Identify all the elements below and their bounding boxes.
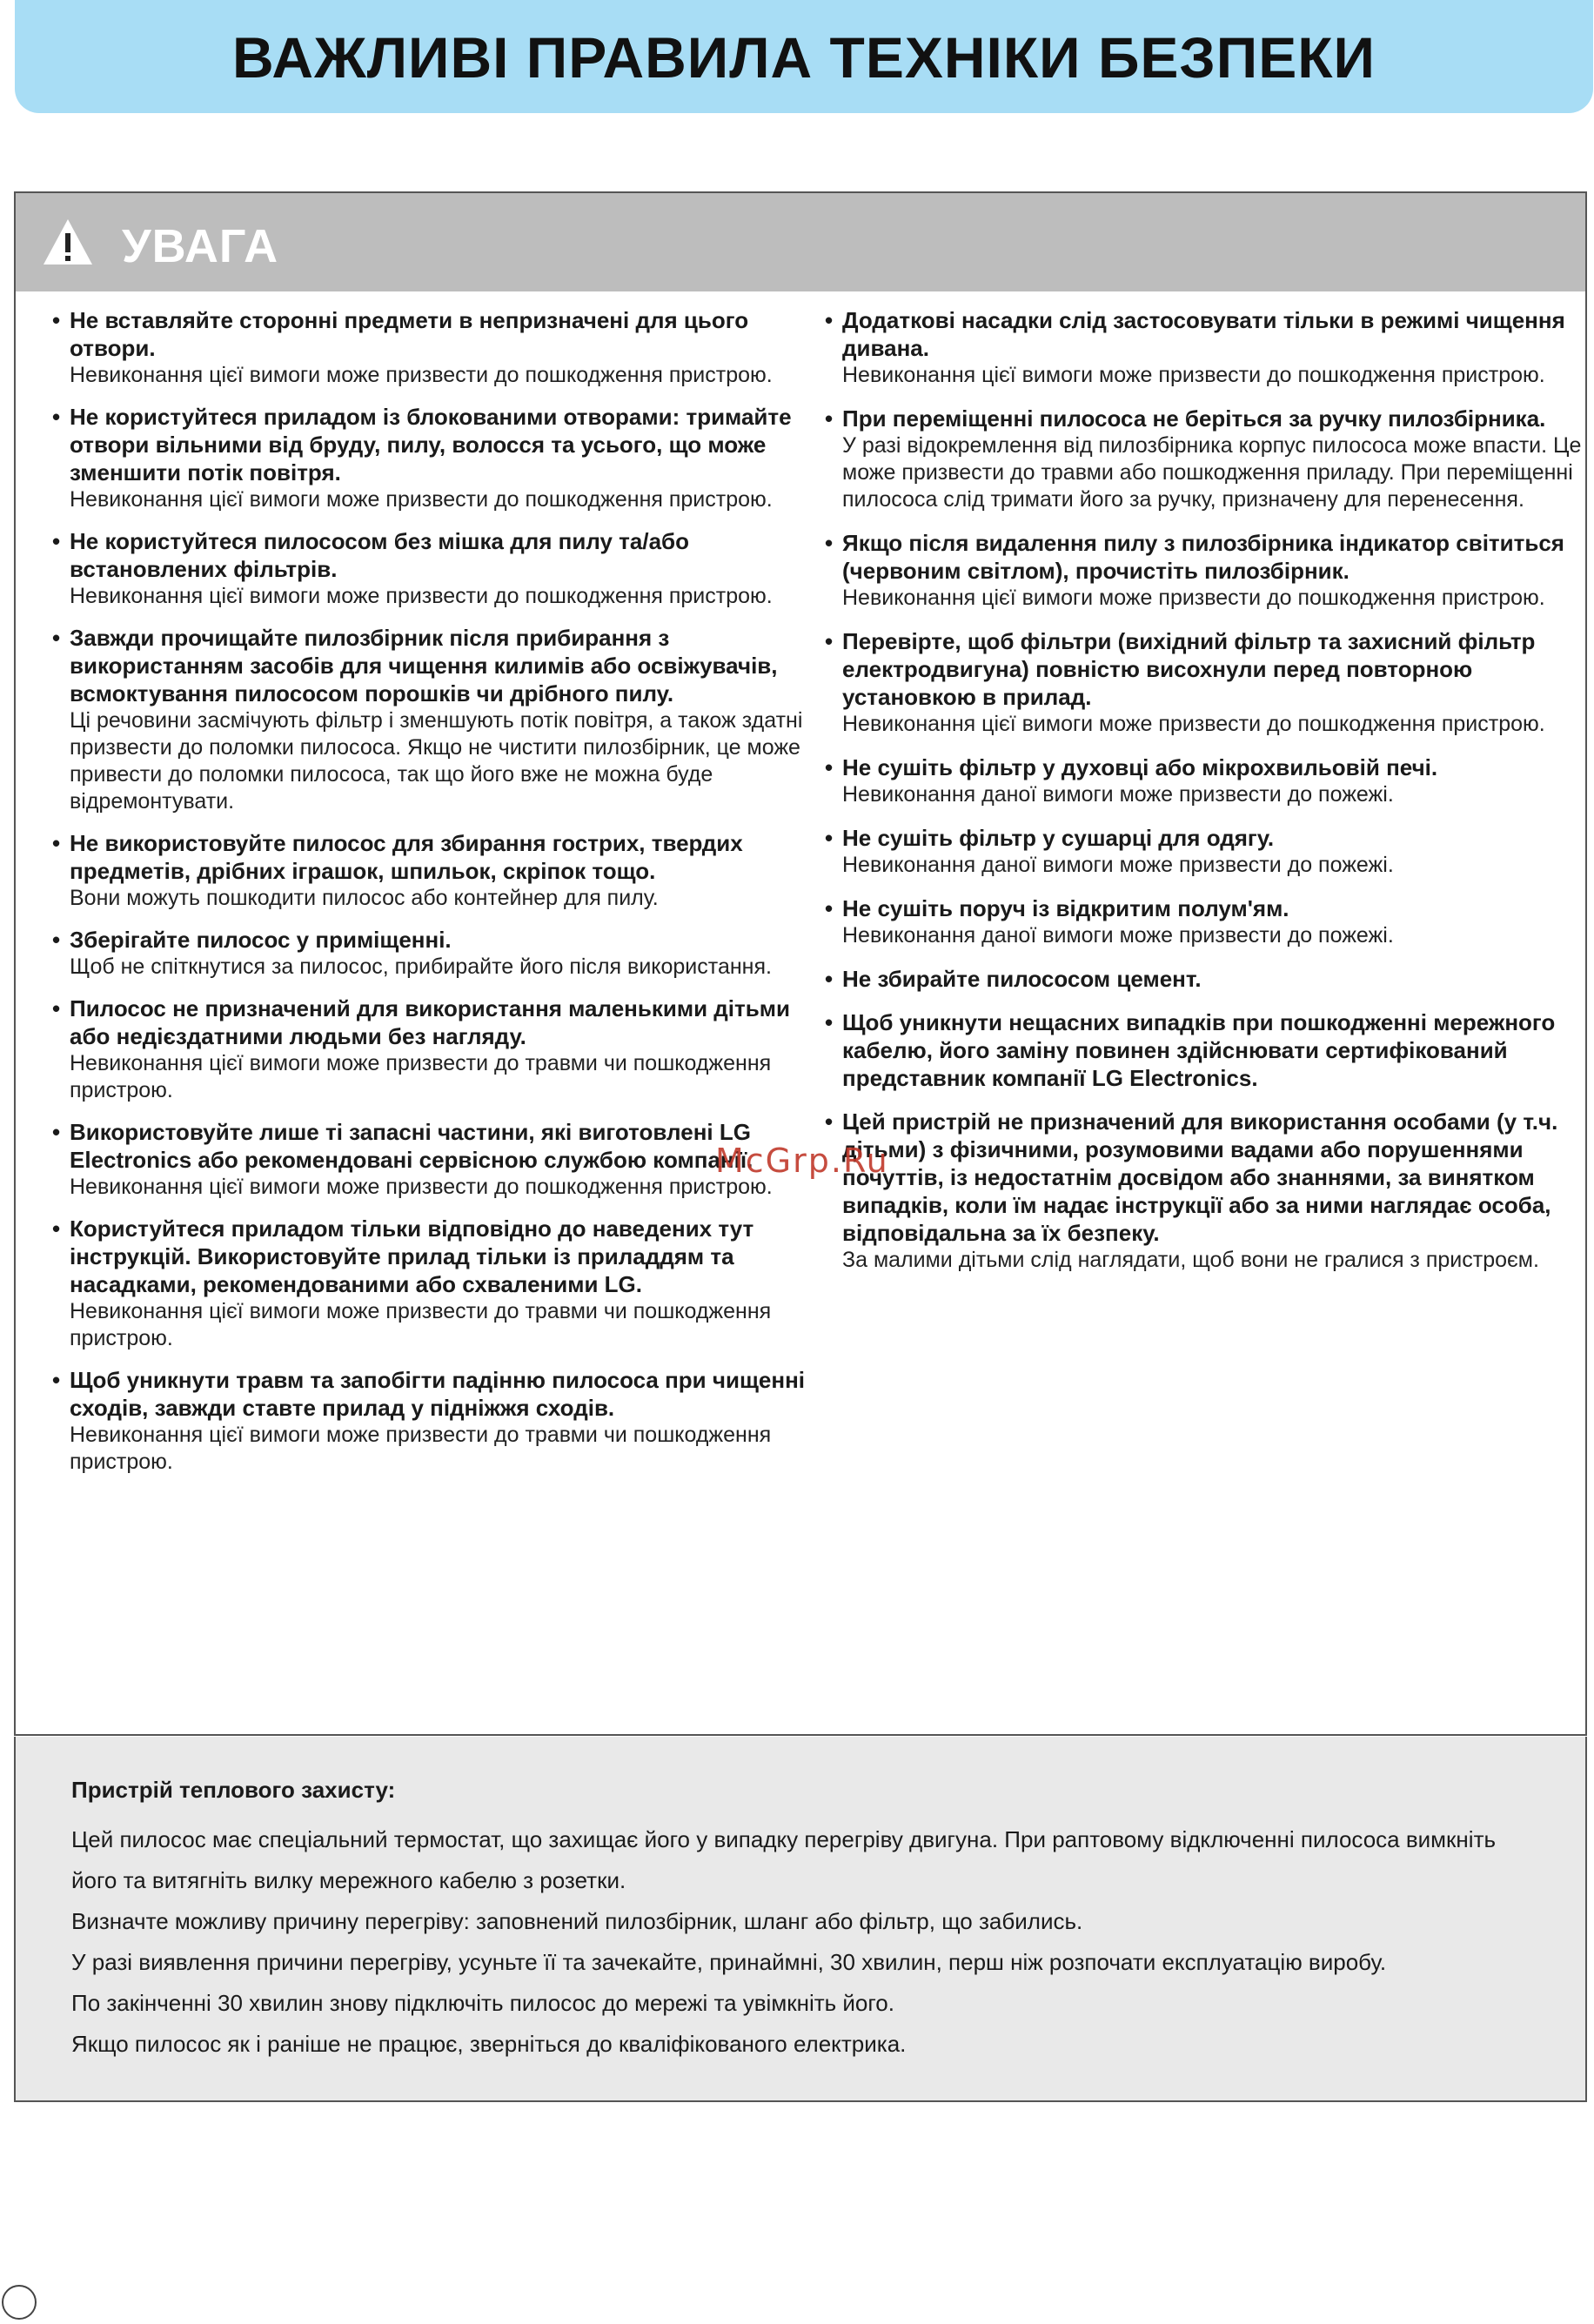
list-item bbox=[52, 624, 827, 815]
title-banner bbox=[15, 0, 1593, 113]
list-item bbox=[52, 403, 827, 513]
list-item bbox=[52, 1118, 827, 1201]
bullet-icon: • bbox=[825, 530, 834, 556]
list-item bbox=[825, 306, 1591, 389]
bullet-icon: • bbox=[825, 628, 834, 654]
bullet-icon: • bbox=[825, 405, 834, 432]
item-heading: Користуйтеся приладом тільки відповідно до наведених тут інструкцій. Використовуйте прилад тільки із приладдям та насадками, рекомендованими або схваленими LG. bbox=[70, 1216, 754, 1297]
list-item bbox=[52, 306, 827, 389]
watermark: McGrp.Ru bbox=[715, 1142, 889, 1180]
item-heading: Перевірте, щоб фільтри (вихідний фільтр та захисний фільтр електродвигуна) повністю висохнули перед повторною установкою в прилад. bbox=[842, 628, 1536, 710]
list-item bbox=[52, 829, 827, 912]
left-column bbox=[52, 306, 827, 1490]
list-item bbox=[825, 627, 1591, 738]
bullet-icon: • bbox=[52, 830, 61, 856]
thermal-paragraph: Цей пилосос має спеціальний термостат, що захищає його у випадку перегріву двигуна. При раптовому відключенні пилососа вимкніть його та витягніть вилку мережного кабелю з розетки. bbox=[71, 1826, 1497, 1893]
list-item bbox=[52, 926, 827, 981]
bullet-icon: • bbox=[52, 1216, 61, 1242]
item-description: Невиконання цієї вимоги може призвести до пошкодження пристрою. bbox=[70, 1175, 773, 1199]
page-title: ВАЖЛИВІ ПРАВИЛА ТЕХНІКИ БЕЗПЕКИ bbox=[232, 25, 1376, 90]
item-heading: Цей пристрій не призначений для використання особами (у т.ч. дітьми) з фізичними, розумовими вадами або порушеннями почуттів, із недостатнім досвідом або знаннями, за винятком випадків, коли їм надає інструкції або за ними наглядає особа, відповідальна за їх безпеку. bbox=[842, 1108, 1558, 1246]
thermal-protection-section bbox=[14, 1737, 1587, 2102]
list-item bbox=[825, 529, 1591, 612]
bullet-icon: • bbox=[825, 895, 834, 921]
bullet-icon: • bbox=[825, 754, 834, 780]
item-description: Невиконання даної вимоги може призвести до пожежі. bbox=[842, 782, 1394, 807]
item-description: Невиконання цієї вимоги може призвести до травми чи пошкодження пристрою. bbox=[70, 1051, 772, 1102]
item-description: Невиконання цієї вимоги може призвести до пошкодження пристрою. bbox=[70, 363, 773, 387]
item-heading: При переміщенні пилососа не беріться за ручку пилозбірника. bbox=[842, 405, 1546, 432]
bullet-icon: • bbox=[52, 927, 61, 953]
item-heading: Не використовуйте пилосос для збирання гострих, твердих предметів, дрібних іграшок, шпильок, скріпок тощо. bbox=[70, 830, 743, 884]
bullet-icon: • bbox=[825, 307, 834, 333]
bullet-icon: • bbox=[825, 1009, 834, 1035]
thermal-paragraph: Якщо пилосос як і раніше не працює, зверніться до кваліфікованого електрика. bbox=[71, 2031, 907, 2057]
item-heading: Щоб уникнути травм та запобігти падінню пилососа при чищенні сходів, завжди ставте прилад у підніжжя сходів. bbox=[70, 1367, 805, 1421]
item-heading: Не сушіть фільтр у сушарці для одягу. bbox=[842, 825, 1275, 851]
item-heading: Щоб уникнути нещасних випадків при пошкодженні мережного кабелю, його заміну повинен здійснювати сертифікований представник компанії LG Electronics. bbox=[842, 1009, 1556, 1091]
bullet-icon: • bbox=[52, 625, 61, 651]
item-heading: Не сушіть поруч із відкритим полум'ям. bbox=[842, 895, 1289, 921]
list-item bbox=[52, 527, 827, 610]
item-heading: Не сушіть фільтр у духовці або мікрохвильовій печі. bbox=[842, 754, 1438, 780]
bullet-icon: • bbox=[52, 1367, 61, 1393]
item-heading: Не вставляйте сторонні предмети в непризначені для цього отвори. bbox=[70, 307, 749, 361]
item-description: Невиконання даної вимоги може призвести до пожежі. bbox=[842, 923, 1394, 948]
bullet-icon: • bbox=[52, 307, 61, 333]
bullet-icon: • bbox=[52, 528, 61, 554]
item-description: Невиконання цієї вимоги може призвести до пошкодження пристрою. bbox=[70, 584, 773, 608]
item-description: Невиконання цієї вимоги може призвести до травми чи пошкодження пристрою. bbox=[70, 1423, 772, 1474]
item-description: Невиконання цієї вимоги може призвести до пошкодження пристрою. bbox=[842, 363, 1545, 387]
item-description: Невиконання цієї вимоги може призвести до пошкодження пристрою. bbox=[70, 487, 773, 512]
warning-section bbox=[14, 191, 1587, 1736]
thermal-heading: Пристрій теплового захисту: bbox=[71, 1777, 396, 1803]
bullet-icon: • bbox=[825, 1108, 834, 1135]
item-description: Щоб не спіткнутися за пилосос, прибирайте його після використання. bbox=[70, 954, 772, 979]
bullet-icon: • bbox=[52, 1119, 61, 1145]
item-heading: Не користуйтеся приладом із блокованими отворами: тримайте отвори вільними від бруду, пилу, волосся та усього, що може зменшити потік повітря. bbox=[70, 404, 792, 486]
list-item bbox=[825, 405, 1591, 513]
item-heading: Не користуйтеся пилососом без мішка для пилу та/або встановлених фільтрів. bbox=[70, 528, 689, 582]
thermal-paragraph: По закінченні 30 хвилин знову підключіть пилосос до мережі та увімкніть його. bbox=[71, 1990, 894, 2016]
bullet-icon: • bbox=[52, 995, 61, 1021]
list-item bbox=[52, 1366, 827, 1476]
item-description: У разі відокремлення від пилозбірника корпус пилососа може впасти. Це може призвести до травми або пошкодження приладу. При переміщенні пилососа слід тримати його за ручку, призначену для перенесення. bbox=[842, 433, 1582, 512]
thermal-paragraph: Визначте можливу причину перегріву: заповнений пилозбірник, шланг або фільтр, що забились. bbox=[71, 1908, 1083, 1934]
list-item bbox=[825, 753, 1591, 808]
list-item bbox=[825, 1108, 1591, 1274]
right-column bbox=[825, 306, 1591, 1289]
list-item bbox=[825, 965, 1591, 993]
item-description: Невиконання цієї вимоги може призвести до травми чи пошкодження пристрою. bbox=[70, 1299, 772, 1350]
item-description: Ці речовини засмічують фільтр і зменшують потік повітря, а також здатні призвести до поломки пилососа. Якщо не чистити пилозбірник, це може привести до поломки пилососа, так що його вже не можна буде відремонтувати. bbox=[70, 708, 803, 814]
list-item bbox=[52, 1215, 827, 1352]
item-description: Вони можуть пошкодити пилосос або контейнер для пилу. bbox=[70, 886, 659, 910]
item-heading: Додаткові насадки слід застосовувати тільки в режимі чищення дивана. bbox=[842, 307, 1565, 361]
list-item bbox=[825, 894, 1591, 949]
list-item bbox=[52, 995, 827, 1104]
thermal-paragraph: У разі виявлення причини перегріву, усуньте її та зачекайте, принаймні, 30 хвилин, перш ніж розпочати експлуатацію виробу. bbox=[71, 1949, 1387, 1975]
warning-header bbox=[16, 193, 1585, 291]
item-description: Невиконання цієї вимоги може призвести до пошкодження пристрою. bbox=[842, 712, 1545, 736]
warning-title: УВАГА bbox=[122, 220, 279, 272]
item-heading: Використовуйте лише ті запасні частини, які виготовлені LG Electronics або рекомендовані сервісною службою компанії. bbox=[70, 1119, 753, 1173]
warning-triangle-icon bbox=[42, 218, 94, 266]
item-heading: Якщо після видалення пилу з пилозбірника індикатор світиться (червоним світлом), прочистіть пилозбірник. bbox=[842, 530, 1564, 584]
item-heading: Зберігайте пилосос у приміщенні. bbox=[70, 927, 452, 953]
bullet-icon: • bbox=[825, 825, 834, 851]
bullet-icon: • bbox=[825, 966, 834, 992]
page-number-circle bbox=[2, 2285, 37, 2320]
item-description: Невиконання цієї вимоги може призвести до пошкодження пристрою. bbox=[842, 586, 1545, 610]
bullet-icon: • bbox=[52, 404, 61, 430]
item-heading: Пилосос не призначений для використання маленькими дітьми або недієздатними людьми без нагляду. bbox=[70, 995, 790, 1049]
item-heading: Не збирайте пилососом цемент. bbox=[842, 966, 1202, 992]
item-description: За малими дітьми слід наглядати, щоб вони не гралися з пристроєм. bbox=[842, 1248, 1539, 1272]
item-heading: Завжди прочищайте пилозбірник після прибирання з використанням засобів для чищення килимів або освіжувачів, всмоктування пилососом порошків чи дрібного пилу. bbox=[70, 625, 778, 707]
item-description: Невиконання даної вимоги може призвести до пожежі. bbox=[842, 853, 1394, 877]
list-item bbox=[825, 1008, 1591, 1092]
list-item bbox=[825, 824, 1591, 879]
